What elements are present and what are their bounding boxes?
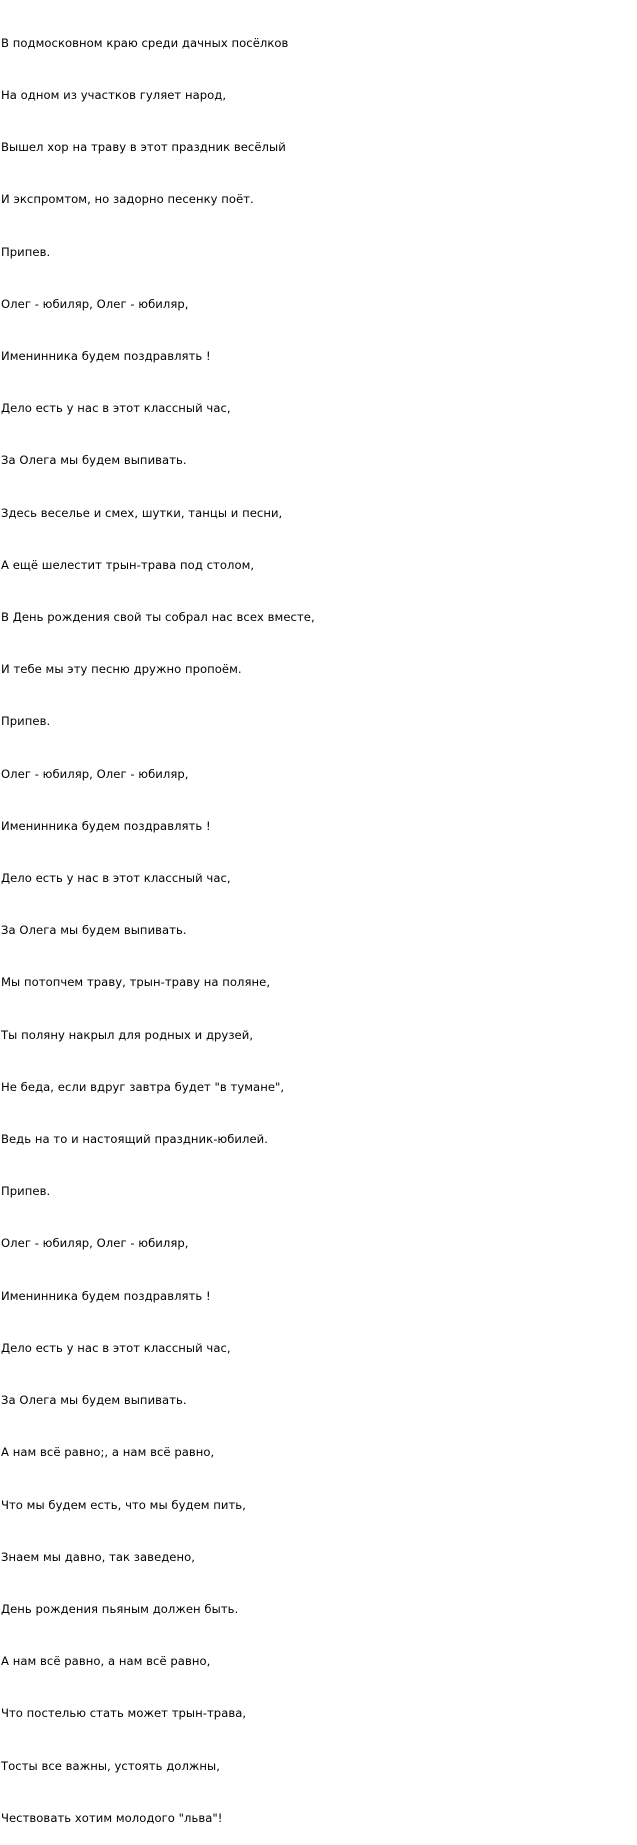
song-line: Олег - юбиляр, Олег - юбиляр, [1, 296, 189, 311]
song-line: В День рождения свой ты собрал нас всех вместе, [1, 610, 315, 625]
song-line: Не беда, если вдруг завтра будет "в тумане", [1, 1079, 285, 1094]
song-line: Знаем мы давно, так заведено, [1, 1549, 196, 1564]
song-line: А нам всё равно, а нам всё равно, [1, 1654, 211, 1669]
song-line: Чествовать хотим молодого "льва"! [1, 1810, 223, 1825]
chorus-label: Припев. [1, 1184, 51, 1199]
song-line: Тосты все важны, устоять должны, [1, 1758, 220, 1773]
song-line: Дело есть у нас в этот классный час, [1, 871, 231, 886]
song-line: Олег - юбиляр, Олег - юбиляр, [1, 1236, 189, 1251]
song-line: Именинника будем поздравлять ! [1, 349, 211, 364]
song-line: В подмосковном краю среди дачных посёлков [1, 35, 289, 50]
song-line: Олег - юбиляр, Олег - юбиляр, [1, 766, 189, 781]
song-line: И тебе мы эту песню дружно пропоём. [1, 662, 242, 677]
song-line: Именинника будем поздравлять ! [1, 818, 211, 833]
song-line: За Олега мы будем выпивать. [1, 923, 187, 938]
song-line: За Олега мы будем выпивать. [1, 1393, 187, 1408]
song-line: Что мы будем есть, что мы будем пить, [1, 1497, 246, 1512]
song-line: Вышел хор на траву в этот праздник весёлый [1, 140, 286, 155]
song-line: А нам всё равно;, а нам всё равно, [1, 1445, 215, 1460]
chorus-label: Припев. [1, 244, 51, 259]
song-line: Именинника будем поздравлять ! [1, 1288, 211, 1303]
song-line: Здесь веселье и смех, шутки, танцы и песни, [1, 505, 283, 520]
song-line: Ведь на то и настоящий праздник-юбилей. [1, 1132, 268, 1147]
song-line: Мы потопчем траву, трын-траву на поляне, [1, 975, 271, 990]
song-line: За Олега мы будем выпивать. [1, 453, 187, 468]
song-line: И экспромтом, но задорно песенку поёт. [1, 192, 254, 207]
song-line: А ещё шелестит трын-трава под столом, [1, 557, 255, 572]
song-line: Что постелью стать может трын-трава, [1, 1706, 247, 1721]
song-line: На одном из участков гуляет народ, [1, 88, 227, 103]
song-line: Дело есть у нас в этот классный час, [1, 1340, 231, 1355]
chorus-label: Припев. [1, 714, 51, 729]
song-line: День рождения пьяным должен быть. [1, 1601, 239, 1616]
song-line: Ты поляну накрыл для родных и друзей, [1, 1027, 254, 1042]
song-line: Дело есть у нас в этот классный час, [1, 401, 231, 416]
